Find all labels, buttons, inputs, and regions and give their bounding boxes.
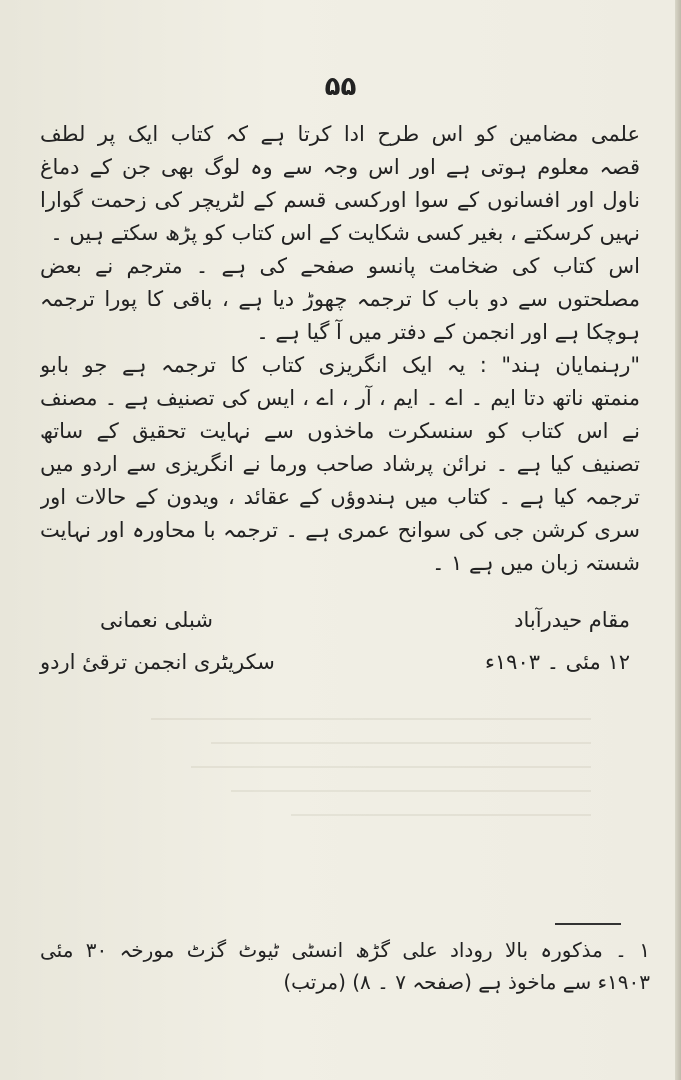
body-line: مصلحتوں سے دو باب کا ترجمہ چھوڑ دیا ہے ، باقی کا پورا ترجمہ [40, 287, 640, 311]
footnote [40, 934, 650, 998]
footnote-line: ۱ ۔ مذکورہ بالا روداد علی گڑھ انسٹی ٹیوٹ گزٹ مورخہ ۳۰ مئی [40, 938, 650, 962]
signature-title: سکریٹری انجمن ترقیٔ اردو [40, 650, 275, 674]
signature-row-top [40, 604, 630, 637]
body-line: ہوچکا ہے اور انجمن کے دفتر میں آ گیا ہے ۔ [256, 320, 640, 344]
body-line: تصنیف کیا ہے ۔ نرائن پرشاد صاحب ورما نے انگریزی سے اردو میں [40, 452, 640, 476]
body-line: قصہ معلوم ہوتی ہے اور اس وجہ سے وہ لوگ بھی جن کے دماغ [40, 155, 640, 179]
body-line: ترجمہ کیا ہے ۔ کتاب میں ہندوؤں کے عقائد ، ویدون کے حالات اور [40, 485, 640, 509]
signature-place: مقام حیدرآباد [514, 608, 630, 632]
main-body [40, 118, 640, 580]
show-through-mark [231, 790, 591, 792]
body-line: نہیں کرسکتے ، بغیر کسی شکایت کے اس کتاب کو پڑھ سکتے ہیں ۔ [50, 221, 640, 245]
body-line: سری کرشن جی کی سوانح عمری ہے ۔ ترجمہ با محاورہ اور نہایت [40, 518, 640, 542]
body-line: منمتھ ناتھ دتا ایم ۔ اے ۔ ایم ، آر ، اے ، ایس کی تصنیف ہے ۔ مصنف [40, 386, 640, 410]
body-line: ناول اور افسانوں کے سوا اورکسی قسم کے لٹریچر کی زحمت گوارا [40, 188, 640, 212]
show-through-mark [191, 766, 591, 768]
footnote-line: ۱۹۰۳ء سے ماخوذ ہے (صفحہ ۷ ۔ ۸) (مرتب) [283, 970, 650, 994]
show-through-mark [151, 718, 591, 720]
body-line: اس کتاب کی ضخامت پانسو صفحے کی ہے ۔ مترجم نے بعض [40, 254, 640, 278]
body-line: نے اس کتاب کو سنسکرت ماخذوں سے نہایت تحقیق کے ساتھ [40, 419, 640, 443]
page-number: ۵۵ [324, 72, 357, 102]
body-line: "رہنمایان ہند" : یہ ایک انگریزی کتاب کا ترجمہ ہے جو بابو [40, 353, 640, 377]
page-edge [675, 0, 681, 1080]
signature-date: ۱۲ مئی ۔ ۱۹۰۳ء [485, 650, 630, 674]
signature-name: شبلی نعمانی [100, 608, 213, 632]
show-through-mark [211, 742, 591, 744]
body-line: شستہ زبان میں ہے ۱ ۔ [432, 551, 640, 575]
signature-row-bottom [40, 646, 630, 679]
body-line: علمی مضامین کو اس طرح ادا کرتا ہے کہ کتاب ایک پر لطف [40, 122, 640, 146]
show-through-mark [291, 814, 591, 816]
footnote-divider [555, 923, 621, 925]
